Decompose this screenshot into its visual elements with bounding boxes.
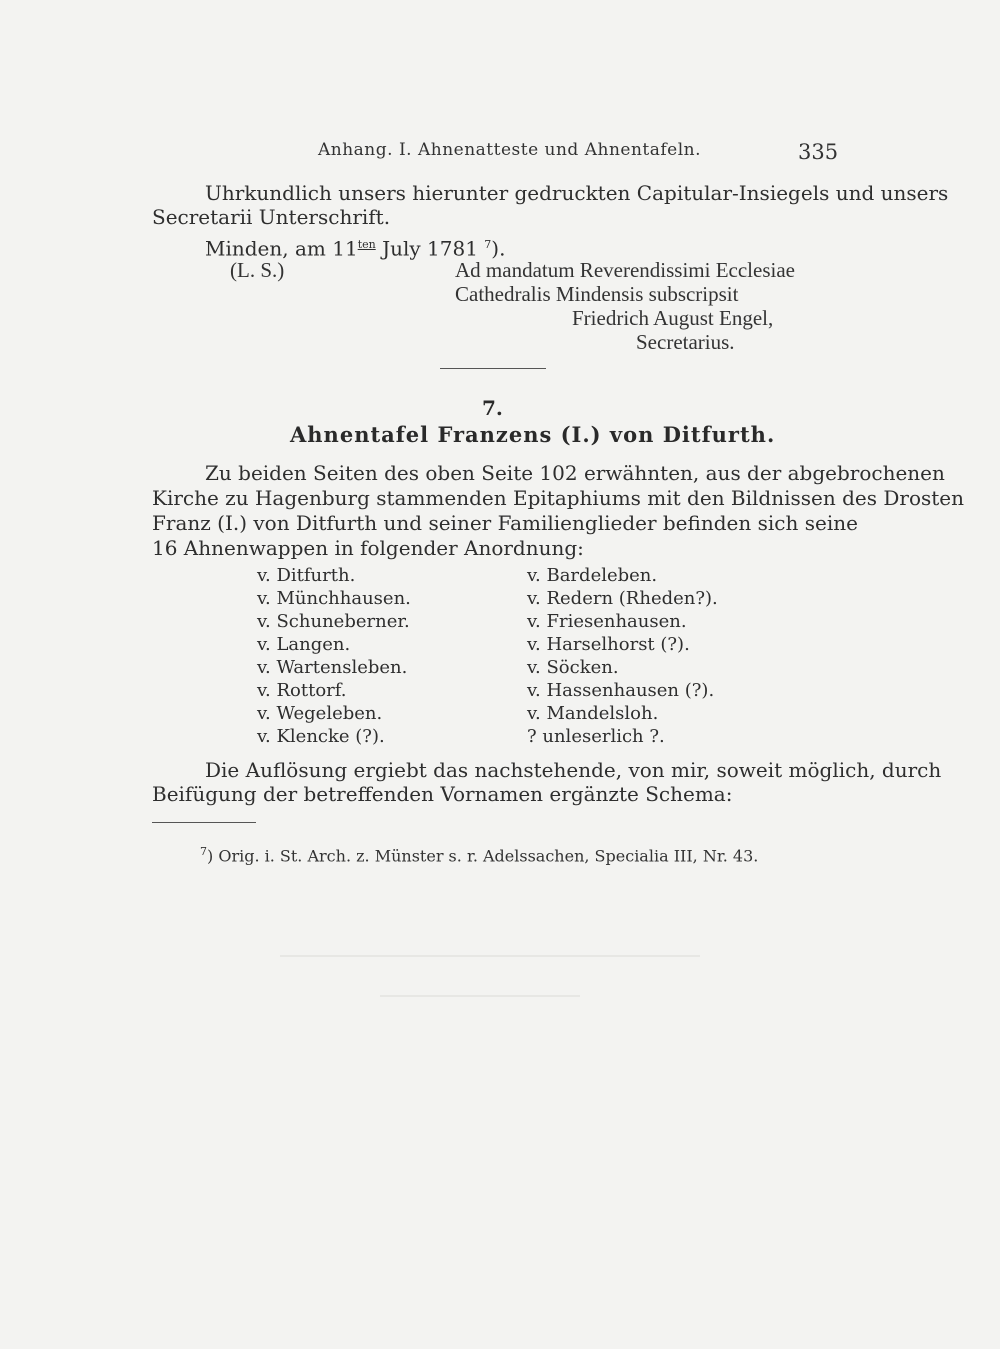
place-date: Minden, am 11 — [205, 236, 358, 261]
arms-right-2: v. Redern (Rheden?). — [527, 588, 718, 609]
seal-mark: (L. S.) — [230, 258, 285, 282]
mandate-line-2: Cathedralis Mindensis subscripsit — [455, 282, 739, 306]
arms-left-1: v. Ditfurth. — [257, 565, 356, 586]
section-title: Ahnentafel Franzens (I.) von Ditfurth. — [290, 422, 776, 447]
bleed-through-line — [280, 955, 700, 957]
arms-left-3: v. Schuneberner. — [257, 611, 410, 632]
footnote — [200, 845, 758, 865]
arms-left-6: v. Rottorf. — [257, 680, 347, 701]
arms-right-1: v. Bardeleben. — [527, 565, 658, 586]
resolution-line-1: Die Auflösung ergiebt das nachstehende, von mir, soweit möglich, durch — [205, 758, 942, 782]
footnote-text: ) Orig. i. St. Arch. z. Münster s. r. Adelssachen, Specialia III, Nr. 43. — [207, 846, 759, 866]
closing-line-2: Secretarii Unterschrift. — [152, 205, 391, 229]
arms-left-5: v. Wartensleben. — [257, 657, 408, 678]
intro-line-4: 16 Ahnenwappen in folgender Anordnung: — [152, 536, 584, 560]
arms-right-8: ? unleserlich ?. — [527, 726, 665, 747]
intro-line-2: Kirche zu Hagenburg stammenden Epitaphiums mit den Bildnissen des Drosten — [152, 486, 965, 510]
arms-left-8: v. Klencke (?). — [257, 726, 385, 747]
arms-right-6: v. Hassenhausen (?). — [527, 680, 715, 701]
footnote-ref: 7 — [484, 238, 492, 251]
resolution-line-2: Beifügung der betreffenden Vornamen ergänzte Schema: — [152, 782, 733, 806]
mandate-line-1: Ad mandatum Reverendissimi Ecclesiae — [455, 258, 795, 282]
arms-right-5: v. Söcken. — [527, 657, 619, 678]
running-title: Anhang. I. Ahnenatteste und Ahnentafeln. — [318, 140, 702, 160]
arms-left-2: v. Münchhausen. — [257, 588, 411, 609]
arms-left-7: v. Wegeleben. — [257, 703, 383, 724]
intro-line-1: Zu beiden Seiten des oben Seite 102 erwähnten, aus der abgebrochenen — [205, 461, 945, 485]
footnote-marker: 7 — [200, 845, 207, 858]
section-divider — [440, 368, 546, 369]
arms-left-4: v. Langen. — [257, 634, 351, 655]
date-end: ). — [491, 236, 506, 261]
signer-title: Secretarius. — [636, 330, 735, 354]
arms-right-4: v. Harselhorst (?). — [527, 634, 690, 655]
bleed-through-line — [380, 995, 580, 997]
footnote-divider — [152, 822, 256, 823]
intro-line-3: Franz (I.) von Ditfurth und seiner Familienglieder befinden sich seine — [152, 511, 858, 535]
date-rest: July 1781 — [382, 236, 478, 261]
page-number: 335 — [798, 140, 839, 164]
arms-right-7: v. Mandelsloh. — [527, 703, 659, 724]
section-number: 7. — [482, 396, 503, 420]
date-superscript: ten — [357, 238, 376, 251]
arms-right-3: v. Friesenhausen. — [527, 611, 687, 632]
signer-name: Friedrich August Engel, — [572, 306, 774, 330]
closing-line-1: Uhrkundlich unsers hierunter gedruckten Capitular-Insiegels und unsers — [205, 181, 949, 205]
